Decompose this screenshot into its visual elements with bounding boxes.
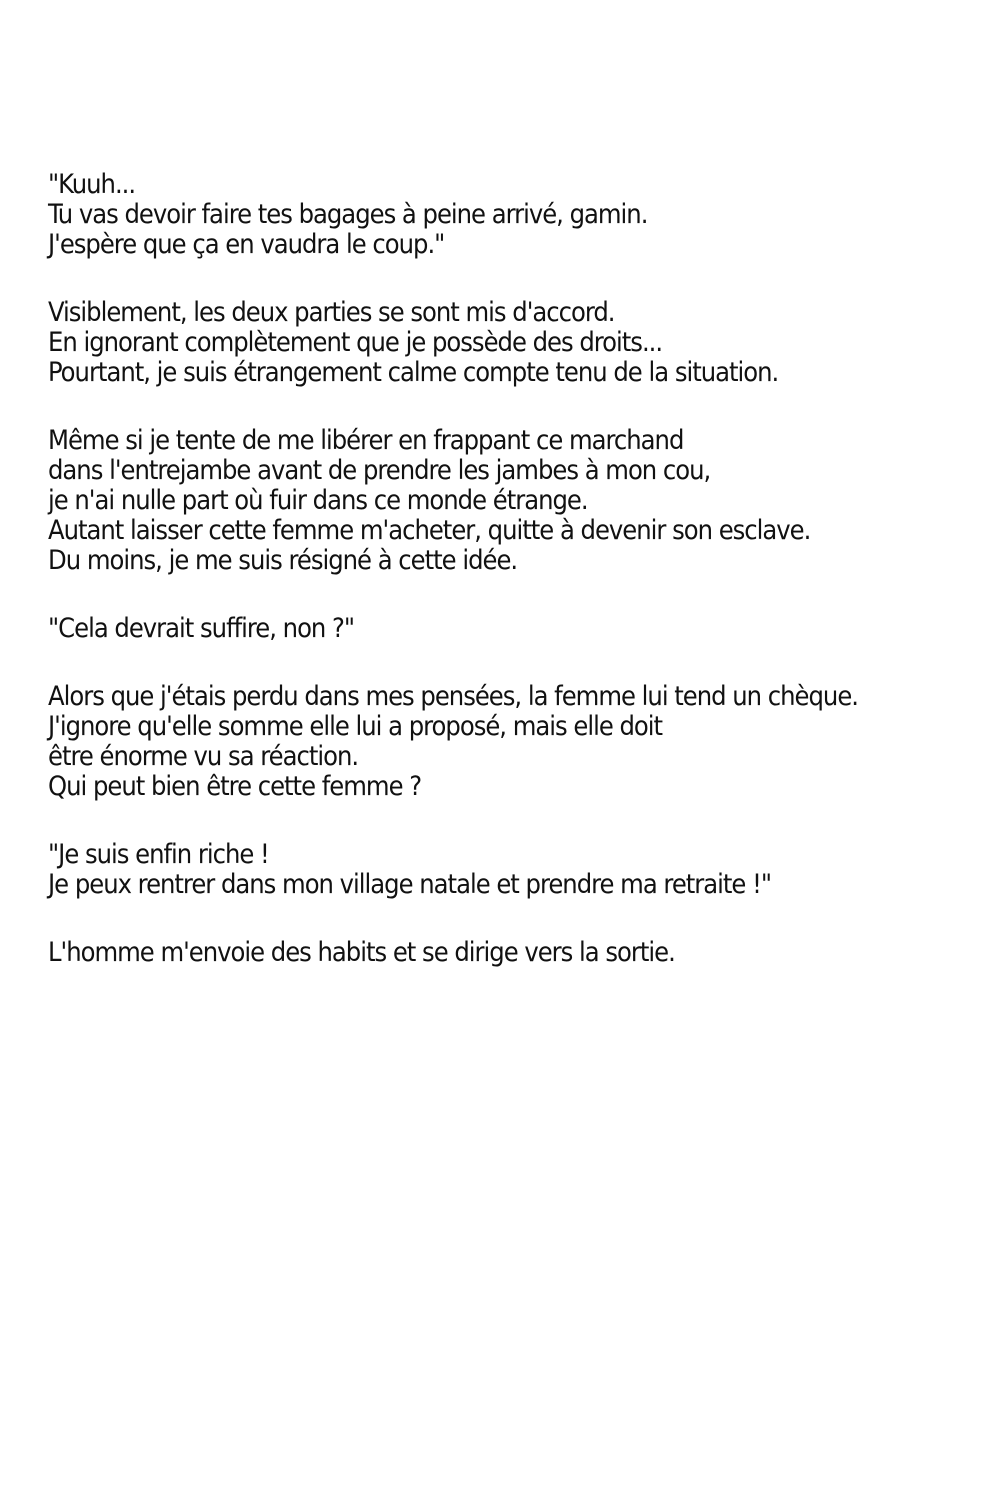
text-line: Même si je tente de me libérer en frappant ce marchand [48, 425, 684, 456]
text-line: dans l'entrejambe avant de prendre les jambes à mon cou, [48, 455, 711, 486]
text-line: J'espère que ça en vaudra le coup." [48, 229, 445, 260]
text-line: Visiblement, les deux parties se sont mis d'accord. [48, 297, 615, 328]
text-line: Tu vas devoir faire tes bagages à peine arrivé, gamin. [48, 199, 648, 230]
text-line: En ignorant complètement que je possède des droits... [48, 327, 663, 358]
text-block [48, 170, 988, 1006]
paragraph-6 [48, 840, 988, 900]
paragraph-3 [48, 426, 988, 576]
text-line: Qui peut bien être cette femme ? [48, 771, 422, 802]
text-line: Pourtant, je suis étrangement calme compte tenu de la situation. [48, 357, 779, 388]
text-line: J'ignore qu'elle somme elle lui a proposé, mais elle doit [48, 711, 663, 742]
text-line: être énorme vu sa réaction. [48, 741, 359, 772]
text-line: "Cela devrait suffire, non ?" [48, 613, 355, 644]
paragraph-2 [48, 298, 988, 388]
text-line: Autant laisser cette femme m'acheter, quitte à devenir son esclave. [48, 515, 811, 546]
text-line: Alors que j'étais perdu dans mes pensées, la femme lui tend un chèque. [48, 681, 858, 712]
text-line: "Je suis enfin riche ! [48, 839, 269, 870]
text-line: "Kuuh... [48, 169, 136, 200]
text-line: L'homme m'envoie des habits et se dirige vers la sortie. [48, 937, 675, 968]
text-line: Je peux rentrer dans mon village natale et prendre ma retraite !" [48, 869, 771, 900]
paragraph-7 [48, 938, 988, 968]
paragraph-4 [48, 614, 988, 644]
text-line: je n'ai nulle part où fuir dans ce monde étrange. [48, 485, 588, 516]
text-line: Du moins, je me suis résigné à cette idée. [48, 545, 518, 576]
paragraph-5 [48, 682, 988, 802]
paragraph-1 [48, 170, 988, 260]
